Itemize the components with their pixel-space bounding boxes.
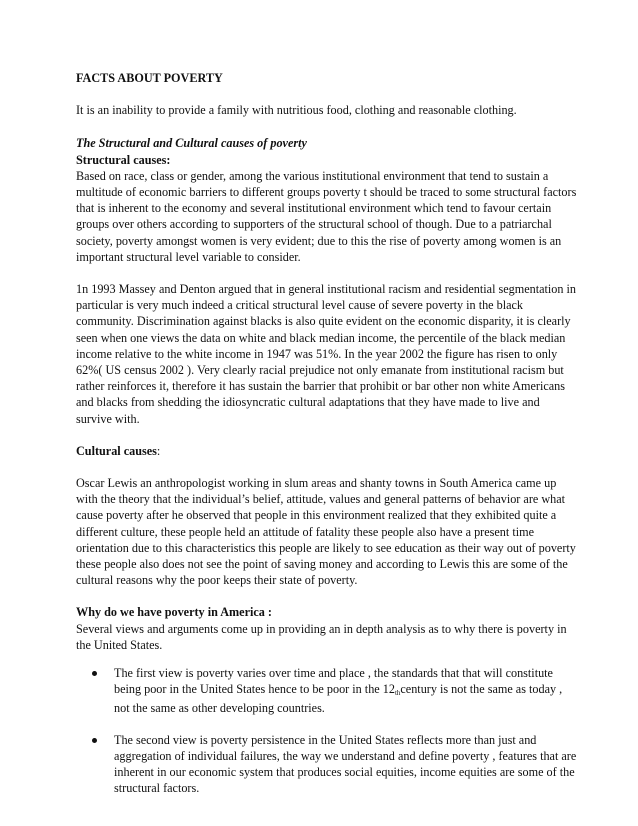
bullet-icon xyxy=(92,738,97,743)
reasons-list xyxy=(76,665,578,796)
list-item xyxy=(114,732,578,797)
section-title: The Structural and Cultural causes of poverty xyxy=(76,136,307,151)
cultural-heading xyxy=(76,443,578,459)
cultural-heading-text: Cultural causes xyxy=(76,443,157,458)
structural-paragraph-1: Based on race, class or gender, among the various institutional environment that tend to sustain a multitude of economic barriers to different groups poverty t should be traced to some structural factors that is inherent to the economy and several institutional environment which tend to favour certain groups over others according to supporters of the structural school of though. Due to a patriarchal society, poverty amongst women is very evident; due to this the rise of poverty among women is an important structural level variable to consider. xyxy=(76,168,577,264)
structural-paragraph-2: 1n 1993 Massey and Denton argued that in general institutional racism and residential segmentation in particular is very much indeed a critical structural level cause of severe poverty in the black community. Discrimination against blacks is also quite evident on the economic disparity, it is clearly seen when one views the data on white and black median income, the percentile of the black median income relative to the white income in 1947 was 51%. In the year 2002 the figure has risen to only 62%( US census 2002 ). Very clearly racial prejudice not only emanate from institutional racism but rather reinforces it, therefore it has sustain the barrier that prohibit or bar other non white Americans and blacks from shedding the idiosyncratic cultural adaptations that they have made to live and survive with. xyxy=(76,282,577,426)
bullet-icon xyxy=(92,671,97,676)
intro-paragraph: It is an inability to provide a family with nutritious food, clothing and reasonable clothing. xyxy=(76,103,517,118)
list-item xyxy=(114,665,578,716)
why-heading: Why do we have poverty in America : xyxy=(76,605,272,620)
why-paragraph: Several views and arguments come up in providing an in depth analysis as to why there is poverty in the United States. xyxy=(76,621,567,652)
list-item-text-after: century is not the same as today , not the same as other developing countries. xyxy=(114,682,563,715)
structural-heading: Structural causes: xyxy=(76,152,171,167)
list-item-text: The second view is poverty persistence in the United States reflects more than just and aggregation of individual failures, the way we understand and define poverty , features that are inherent in our economic system that produces social equities, income equities are some of the structural factors. xyxy=(114,732,577,796)
document-title: FACTS ABOUT POVERTY xyxy=(76,71,223,85)
list-item-text-before: The first view is poverty varies over time and place , the standards that that will constitute being poor in the United States hence to be poor in the 12 xyxy=(114,666,553,697)
ordinal-suffix: th xyxy=(394,689,401,698)
cultural-paragraph: Oscar Lewis an anthropologist working in slum areas and shanty towns in South America came up with the theory that the individual’s belief, attitude, values and general patterns of behavior are what cause poverty after he observed that people in this environment realized that they exhibited quite a different culture, these people held an attitude of fatality these people also have a present time orientation due to this characteristics this people are likely to see education as their way out of poverty these people also does not see the point of saving money and according to Lewis this are some of the cultural reasons why the poor keeps their state of poverty. xyxy=(76,476,576,588)
cultural-heading-colon: : xyxy=(156,443,161,458)
